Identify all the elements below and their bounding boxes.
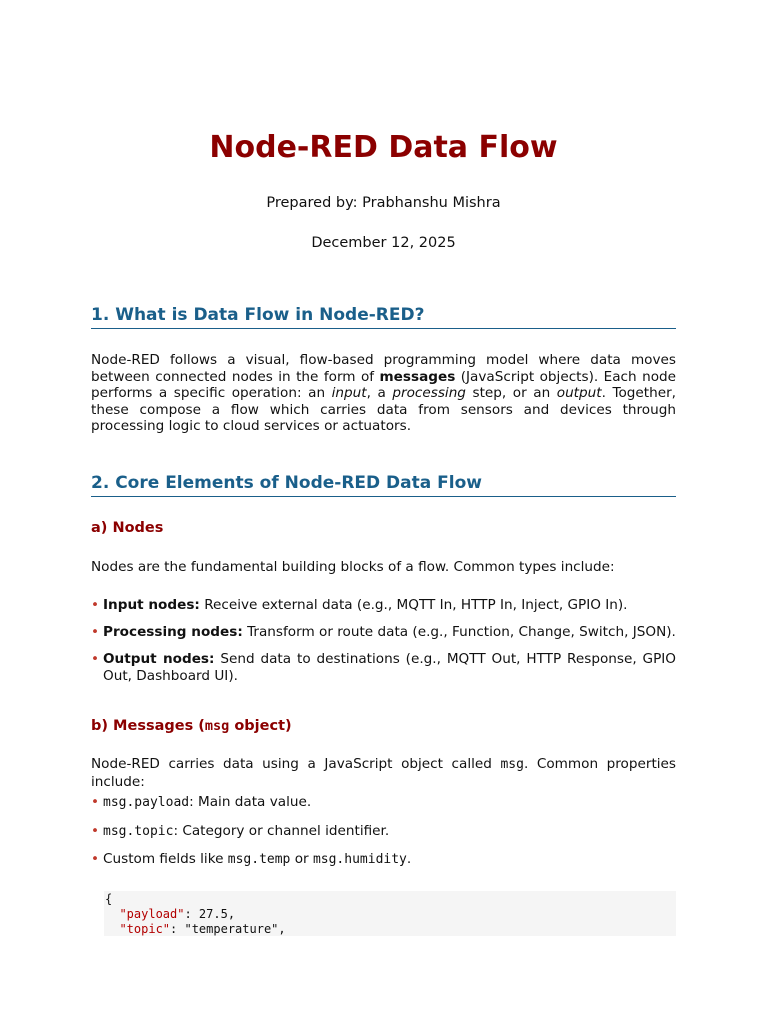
- list-item: • Processing nodes: Transform or route data (e.g., Function, Change, Switch, JSON).: [91, 624, 676, 640]
- code-line: "topic": "temperature",: [119, 922, 286, 936]
- bullet-icon: •: [91, 794, 100, 810]
- code-block: [104, 891, 676, 936]
- code-line: {: [105, 892, 113, 906]
- section-1-heading: 1. What is Data Flow in Node-RED?: [91, 305, 676, 329]
- author-line: Prepared by: Prabhanshu Mishra: [266, 195, 501, 211]
- bullet-icon: •: [91, 822, 100, 839]
- messages-intro: Node-RED carries data using a JavaScript object called msg. Common properties include:: [91, 756, 677, 790]
- list-item: • msg.payload: Main data value.: [91, 794, 312, 810]
- section-1-paragraph: Node-RED follows a visual, flow-based programming model where data moves between connected nodes in the form of messages (JavaScript objects). Each node performs a specific operation: an input, a processing step, or an output. Together, these compose a flow which carries data from sensors and devices through processing logic to cloud services or actuators.: [91, 352, 677, 434]
- subsection-nodes-heading: a) Nodes: [91, 520, 164, 536]
- bold-messages: messages: [379, 368, 456, 385]
- code-line: "payload": 27.5,: [119, 907, 236, 921]
- list-item: • msg.topic: Category or channel identifier.: [91, 822, 390, 839]
- subsection-messages-heading: b) Messages (msg object): [91, 718, 292, 734]
- date-line: December 12, 2025: [311, 235, 456, 251]
- document-title: Node-RED Data Flow: [209, 130, 558, 165]
- nodes-list: [91, 597, 676, 684]
- list-item: • Custom fields like msg.temp or msg.humidity.: [91, 851, 412, 867]
- bullet-icon: •: [91, 851, 100, 867]
- nodes-intro: Nodes are the fundamental building blocks of a flow. Common types include:: [91, 559, 615, 575]
- bullet-icon: •: [91, 651, 100, 667]
- list-item: • Input nodes: Receive external data (e.g., MQTT In, HTTP In, Inject, GPIO In).: [91, 597, 628, 613]
- bullet-icon: •: [91, 624, 100, 640]
- list-item: • Output nodes: Send data to destinations (e.g., MQTT Out, HTTP Response, GPIO Out, Dashboard UI).: [91, 651, 676, 684]
- bullet-icon: •: [91, 597, 100, 613]
- messages-list: [91, 794, 676, 869]
- section-2-heading: 2. Core Elements of Node-RED Data Flow: [91, 473, 676, 497]
